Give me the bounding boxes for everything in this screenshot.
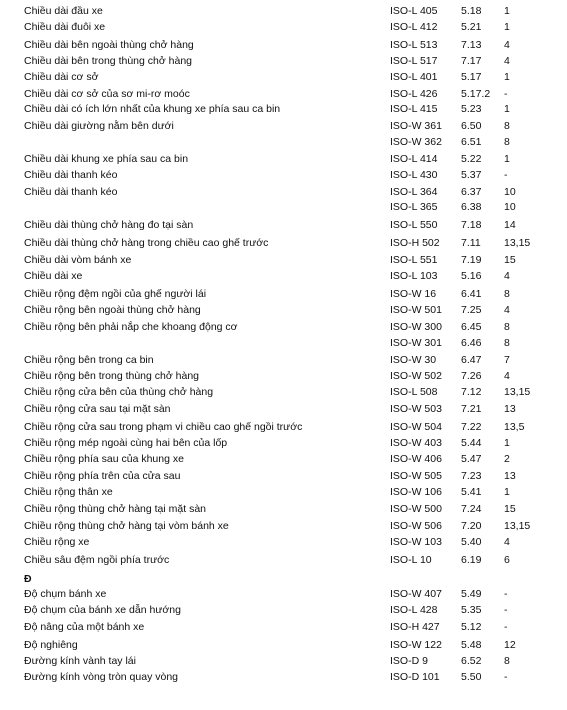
section-ref: 6.38 (461, 201, 482, 213)
section-ref: 7.25 (461, 304, 482, 316)
page-ref: 6 (504, 554, 510, 566)
page-ref: 13 (504, 403, 516, 415)
page-ref: 7 (504, 354, 510, 366)
term-text: Chiều rộng bên trong thùng chở hàng (24, 370, 200, 382)
page-ref: 10 (504, 186, 516, 198)
page-ref: 10 (504, 201, 516, 213)
section-ref: 5.50 (461, 671, 482, 683)
term-text: Chiều rộng cửa sau tại mặt sàn (24, 403, 171, 415)
page-ref: 4 (504, 304, 510, 316)
section-ref: 7.26 (461, 370, 482, 382)
index-entry (0, 519, 567, 533)
term-text: Chiều rộng thùng chở hàng tại mặt sàn (24, 503, 207, 515)
section-ref: 7.19 (461, 254, 482, 266)
term-text: Chiều dài cơ sở (24, 71, 99, 83)
iso-code: ISO-L 10 (390, 554, 432, 566)
term-text: Đường kính vành tay lái (24, 655, 136, 667)
section-ref: 5.16 (461, 270, 482, 282)
section-ref: 7.23 (461, 470, 482, 482)
page-ref: 4 (504, 536, 510, 548)
page-ref: 12 (504, 639, 516, 651)
iso-code: ISO-L 412 (390, 21, 438, 33)
term-text: Chiều rộng phía sau của khung xe (24, 453, 184, 465)
term-text: Chiều rộng phía trên của cửa sau (24, 470, 181, 482)
term-text: Chiều rộng mép ngoài cùng hai bên của lốp (24, 437, 228, 449)
section-ref: 5.37 (461, 169, 482, 181)
index-entry (0, 20, 567, 34)
index-entry (0, 269, 567, 283)
index-entry (0, 369, 567, 383)
section-ref: 5.17 (461, 71, 482, 83)
term-text: Chiều rộng cửa sau trong phạm vi chiều cao ghế ngồi trước (24, 421, 303, 433)
section-ref: 5.35 (461, 604, 482, 616)
index-entry (0, 485, 567, 499)
page-ref: 13,15 (504, 386, 531, 398)
index-entry (0, 236, 567, 250)
iso-code: ISO-W 406 (390, 453, 442, 465)
iso-code: ISO-L 550 (390, 219, 438, 231)
iso-code: ISO-D 9 (390, 655, 428, 667)
term-text: Chiều dài thanh kéo (24, 186, 118, 198)
term-text: Chiều dài có ích lớn nhất của khung xe phía sau ca bin (24, 103, 281, 115)
iso-code: ISO-L 401 (390, 71, 438, 83)
iso-code: ISO-L 405 (390, 5, 438, 17)
term-text: Chiều dài xe (24, 270, 83, 282)
section-ref: 5.23 (461, 103, 482, 115)
term-text: Độ chụm bánh xe (24, 588, 107, 600)
index-entry (0, 638, 567, 652)
term-text: Chiều dài khung xe phía sau ca bin (24, 153, 189, 165)
section-ref: 6.41 (461, 288, 482, 300)
section-ref: 7.21 (461, 403, 482, 415)
index-entry (0, 402, 567, 416)
page-ref: 1 (504, 486, 510, 498)
page-ref: 4 (504, 270, 510, 282)
index-entry (0, 670, 567, 684)
iso-code: ISO-W 106 (390, 486, 442, 498)
index-entry (0, 168, 567, 182)
index-entry (0, 102, 567, 116)
term-text: Chiều rộng cửa bên của thùng chở hàng (24, 386, 214, 398)
term-text: Chiều dài đuôi xe (24, 21, 106, 33)
page-ref: 13,5 (504, 421, 525, 433)
section-ref: 7.24 (461, 503, 482, 515)
term-text: Đường kính vòng tròn quay vòng (24, 671, 179, 683)
page-ref: - (504, 588, 508, 600)
iso-code: ISO-L 517 (390, 55, 438, 67)
iso-code: ISO-W 361 (390, 120, 442, 132)
iso-code: ISO-W 407 (390, 588, 442, 600)
iso-code: ISO-L 365 (390, 201, 438, 213)
page-ref: 4 (504, 39, 510, 51)
page-ref: 8 (504, 321, 510, 333)
term-text: Chiều dài vòm bánh xe (24, 254, 132, 266)
iso-code: ISO-L 430 (390, 169, 438, 181)
section-ref: 5.21 (461, 21, 482, 33)
section-ref: 7.18 (461, 219, 482, 231)
section-ref: 7.11 (461, 237, 481, 249)
index-entry (0, 70, 567, 84)
term-text: Chiều dài thùng chở hàng trong chiều cao ghế trước (24, 237, 269, 249)
index-entry (0, 587, 567, 601)
index-entry (0, 38, 567, 52)
index-entry (0, 353, 567, 367)
term-text: Chiều dài bên trong thùng chở hàng (24, 55, 193, 67)
index-entry (0, 320, 567, 334)
section-ref: 6.50 (461, 120, 482, 132)
section-ref: 7.20 (461, 520, 482, 532)
index-entry (0, 603, 567, 617)
iso-code: ISO-L 513 (390, 39, 438, 51)
index-entry (0, 535, 567, 549)
page-ref: - (504, 88, 508, 100)
section-ref: 7.17 (461, 55, 482, 67)
index-entry (0, 152, 567, 166)
section-ref: 7.13 (461, 39, 482, 51)
term-text: Chiều rộng bên ngoài thùng chở hàng (24, 304, 201, 316)
iso-code: ISO-W 501 (390, 304, 442, 316)
section-heading: Đ (24, 573, 32, 585)
section-ref: 5.47 (461, 453, 482, 465)
index-entry (0, 502, 567, 516)
page-ref: 4 (504, 55, 510, 67)
page-ref: - (504, 169, 508, 181)
section-ref: 7.22 (461, 421, 482, 433)
page-ref: 13 (504, 470, 516, 482)
term-text: Chiều rộng bên phải nắp che khoang động cơ (24, 321, 238, 333)
section-ref: 5.22 (461, 153, 482, 165)
index-entry (0, 200, 567, 214)
index-entry (0, 218, 567, 232)
section-ref: 5.44 (461, 437, 482, 449)
iso-code: ISO-W 403 (390, 437, 442, 449)
iso-code: ISO-W 503 (390, 403, 442, 415)
section-ref: 6.47 (461, 354, 482, 366)
index-entry (0, 135, 567, 149)
index-entry (0, 654, 567, 668)
index-entry (0, 119, 567, 133)
term-text: Chiều rộng thùng chở hàng tại vòm bánh xe (24, 520, 229, 532)
section-ref: 6.45 (461, 321, 482, 333)
iso-code: ISO-L 551 (390, 254, 438, 266)
page-ref: 13,15 (504, 237, 531, 249)
section-ref: 7.12 (461, 386, 482, 398)
page-ref: - (504, 604, 508, 616)
section-ref: 6.19 (461, 554, 482, 566)
index-entry (0, 336, 567, 350)
term-text: Chiều rộng thân xe (24, 486, 113, 498)
section-ref: 5.18 (461, 5, 482, 17)
term-text: Chiều rộng đệm ngồi của ghế người lái (24, 288, 207, 300)
page-ref: 8 (504, 655, 510, 667)
index-entry (0, 185, 567, 199)
index-entry (0, 436, 567, 450)
term-text: Chiều dài cơ sở của sơ mi-rơ moóc (24, 88, 190, 100)
iso-code: ISO-W 500 (390, 503, 442, 515)
iso-code: ISO-H 427 (390, 621, 440, 633)
iso-code: ISO-L 508 (390, 386, 438, 398)
page-ref: 1 (504, 437, 510, 449)
page-ref: 8 (504, 120, 510, 132)
page-ref: 8 (504, 337, 510, 349)
section-ref: 6.46 (461, 337, 482, 349)
page-ref: 13,15 (504, 520, 531, 532)
term-text: Chiều dài thùng chở hàng đo tại sàn (24, 219, 194, 231)
page-ref: 8 (504, 288, 510, 300)
term-text: Độ nghiêng (24, 639, 78, 651)
iso-code: ISO-W 362 (390, 136, 442, 148)
section-ref: 6.37 (461, 186, 482, 198)
index-entry (0, 420, 567, 434)
iso-code: ISO-W 504 (390, 421, 442, 433)
iso-code: ISO-W 103 (390, 536, 442, 548)
index-entry (0, 54, 567, 68)
iso-code: ISO-L 415 (390, 103, 438, 115)
page-ref: 2 (504, 453, 510, 465)
term-text: Chiều dài bên ngoài thùng chở hàng (24, 39, 194, 51)
section-ref: 5.49 (461, 588, 482, 600)
index-entry (0, 553, 567, 567)
section-ref: 5.48 (461, 639, 482, 651)
page-ref: 8 (504, 136, 510, 148)
page-ref: 4 (504, 370, 510, 382)
iso-code: ISO-W 506 (390, 520, 442, 532)
term-text: Độ nâng của một bánh xe (24, 621, 145, 633)
iso-code: ISO-W 122 (390, 639, 442, 651)
iso-code: ISO-W 505 (390, 470, 442, 482)
section-ref: 5.12 (461, 621, 482, 633)
index-entry (0, 469, 567, 483)
index-entry (0, 87, 567, 101)
iso-code: ISO-W 30 (390, 354, 437, 366)
section-ref: 5.41 (461, 486, 482, 498)
page-ref: - (504, 621, 508, 633)
page-ref: 1 (504, 21, 510, 33)
page-ref: 15 (504, 254, 516, 266)
index-entry (0, 4, 567, 18)
iso-code: ISO-L 364 (390, 186, 438, 198)
index-entry (0, 385, 567, 399)
index-entry (0, 303, 567, 317)
iso-code: ISO-W 502 (390, 370, 442, 382)
index-entry (0, 452, 567, 466)
iso-code: ISO-H 502 (390, 237, 440, 249)
page-ref: 15 (504, 503, 516, 515)
iso-code: ISO-L 426 (390, 88, 438, 100)
iso-code: ISO-L 103 (390, 270, 438, 282)
term-text: Độ chụm của bánh xe dẫn hướng (24, 604, 181, 616)
term-text: Chiều dài thanh kéo (24, 169, 118, 181)
page-ref: 1 (504, 103, 510, 115)
index-entry (0, 620, 567, 634)
iso-code: ISO-W 16 (390, 288, 437, 300)
iso-code: ISO-W 301 (390, 337, 442, 349)
index-entry (0, 253, 567, 267)
section-ref: 6.52 (461, 655, 482, 667)
term-text: Chiều sâu đệm ngồi phía trước (24, 554, 170, 566)
section-ref: 5.17.2 (461, 88, 491, 100)
iso-code: ISO-D 101 (390, 671, 440, 683)
term-text: Chiều rộng bên trong ca bin (24, 354, 154, 366)
iso-code: ISO-L 414 (390, 153, 438, 165)
section-ref: 6.51 (461, 136, 482, 148)
page-ref: 1 (504, 71, 510, 83)
section-ref: 5.40 (461, 536, 482, 548)
iso-code: ISO-W 300 (390, 321, 442, 333)
index-entry (0, 287, 567, 301)
iso-code: ISO-L 428 (390, 604, 438, 616)
term-text: Chiều dài giường nằm bên dưới (24, 120, 174, 132)
page-ref: 1 (504, 153, 510, 165)
term-text: Chiều rộng xe (24, 536, 90, 548)
page-ref: 14 (504, 219, 516, 231)
page-ref: 1 (504, 5, 510, 17)
page-ref: - (504, 671, 508, 683)
term-text: Chiều dài đầu xe (24, 5, 103, 17)
